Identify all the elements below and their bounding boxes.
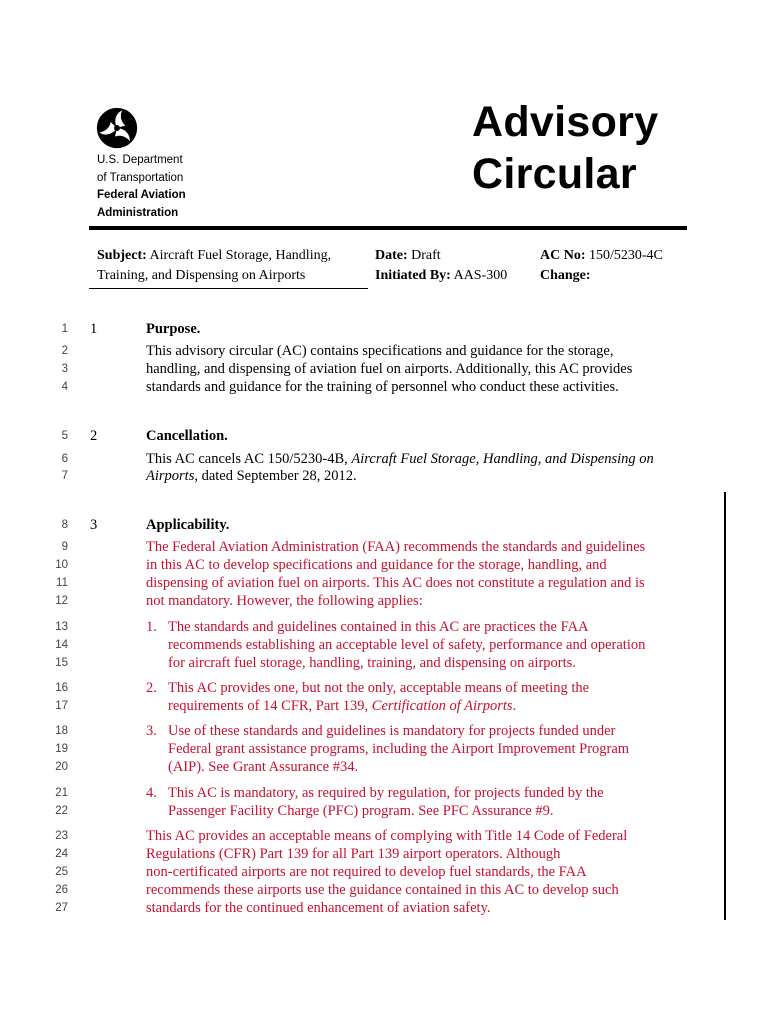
line-number: 6 [61, 453, 68, 465]
line-number: 14 [55, 639, 68, 651]
line-number: 20 [55, 761, 68, 773]
line-number: 27 [55, 902, 68, 914]
line-number: 25 [55, 866, 68, 878]
closing-line: non-certificated airports are not required to develop fuel standards, the FAA [146, 864, 587, 880]
line-number: 13 [55, 621, 68, 633]
dept-line-2: of Transportation [97, 171, 184, 184]
line-number: 16 [55, 682, 68, 694]
revision-change-bar [724, 492, 726, 920]
dept-line-1: U.S. Department [97, 154, 183, 166]
applicability-intro-line: The Federal Aviation Administration (FAA) recommends the standards and guidelines [146, 539, 646, 555]
applicability-intro-line: dispensing of aviation fuel on airports. This AC does not constitute a regulation and is [146, 575, 645, 591]
line-number: 3 [61, 363, 68, 375]
cancellation-line [146, 450, 654, 468]
document-title [472, 96, 658, 200]
section-number: 2 [90, 428, 98, 444]
section-heading-applicability: Applicability. [146, 517, 230, 533]
ac-no-label: AC No: [540, 248, 586, 263]
section-heading-purpose: Purpose. [146, 321, 201, 337]
applicability-intro-line: in this AC to develop specifications and guidance for the storage, handling, and [146, 557, 607, 573]
purpose-line: standards and guidance for the training of personnel who conduct these activities. [146, 379, 619, 395]
list-item-line: This AC is mandatory, as required by regulation, for projects funded by the [168, 785, 604, 801]
list-item-period: . [512, 698, 517, 714]
list-item-number: 4. [146, 785, 157, 801]
list-item-line: Passenger Facility Charge (PFC) program. See PFC Assurance #9. [168, 803, 554, 819]
department-name [97, 152, 186, 222]
cancelled-ac-title-cont: Airports [146, 468, 195, 484]
list-item-text: requirements of 14 CFR, Part 139, [168, 698, 372, 714]
subject-line-2: Training, and Dispensing on Airports [97, 268, 306, 283]
line-number: 7 [61, 470, 68, 482]
line-number: 26 [55, 884, 68, 896]
list-item-line: recommends establishing an acceptable level of safety, performance and operation [168, 637, 646, 653]
applicability-intro-line: not mandatory. However, the following applies: [146, 593, 423, 609]
ac-number-block [540, 246, 663, 286]
cancellation-date: , dated September 28, 2012. [194, 468, 357, 484]
initiated-label: Initiated By: [375, 268, 451, 283]
line-number: 24 [55, 848, 68, 860]
closing-line: Regulations (CFR) Part 139 for all Part 139 airport operators. Although [146, 846, 561, 862]
line-number: 17 [55, 700, 68, 712]
ac-no-value: 150/5230-4C [589, 248, 663, 263]
line-number: 8 [61, 519, 68, 531]
closing-line: recommends these airports use the guidance contained in this AC to develop such [146, 882, 619, 898]
initiated-value: AAS-300 [453, 268, 508, 283]
section-number: 1 [90, 321, 98, 337]
line-number: 9 [61, 541, 68, 553]
purpose-line: This advisory circular (AC) contains specifications and guidance for the storage, [146, 343, 614, 359]
section-number: 3 [90, 517, 98, 533]
header-rule [89, 226, 687, 230]
cancellation-line [146, 467, 357, 485]
date-value: Draft [411, 248, 441, 263]
cancelled-ac-title: Aircraft Fuel Storage, Handling, and Dispensing on [351, 451, 654, 467]
dot-logo-icon [96, 107, 138, 149]
line-number: 15 [55, 657, 68, 669]
list-item-number: 3. [146, 723, 157, 739]
closing-line: standards for the continued enhancement of aviation safety. [146, 900, 491, 916]
list-item-line: The standards and guidelines contained in this AC are practices the FAA [168, 619, 589, 635]
line-number: 5 [61, 430, 68, 442]
list-item-line: Use of these standards and guidelines is mandatory for projects funded under [168, 723, 616, 739]
list-item-number: 1. [146, 619, 157, 635]
line-number: 18 [55, 725, 68, 737]
subject-rule [89, 288, 368, 289]
line-number: 1 [61, 323, 68, 335]
change-label: Change: [540, 268, 591, 283]
purpose-line: handling, and dispensing of aviation fuel on airports. Additionally, this AC provides [146, 361, 633, 377]
list-item-line [168, 697, 516, 715]
list-item-number: 2. [146, 680, 157, 696]
line-number: 11 [56, 577, 68, 589]
list-item-line: This AC provides one, but not the only, acceptable means of meeting the [168, 680, 590, 696]
line-number: 10 [55, 559, 68, 571]
subject-block [97, 246, 331, 286]
line-number: 23 [55, 830, 68, 842]
closing-line: This AC provides an acceptable means of complying with Title 14 Code of Federal [146, 828, 628, 844]
list-item-line: (AIP). See Grant Assurance #34. [168, 759, 359, 775]
date-label: Date: [375, 248, 408, 263]
line-number: 2 [61, 345, 68, 357]
list-item-line: Federal grant assistance programs, including the Airport Improvement Program [168, 741, 630, 757]
line-number: 22 [55, 805, 68, 817]
subject-label: Subject: [97, 248, 147, 263]
line-number: 4 [61, 381, 68, 393]
section-heading-cancellation: Cancellation. [146, 428, 228, 444]
title-line-2: Circular [472, 150, 637, 198]
line-number: 21 [55, 787, 68, 799]
line-number: 19 [55, 743, 68, 755]
list-item-line: for aircraft fuel storage, handling, training, and dispensing on airports. [168, 655, 576, 671]
subject-line-1: Aircraft Fuel Storage, Handling, [149, 248, 332, 263]
regulation-title: Certification of Airports [371, 698, 513, 714]
title-line-1: Advisory [472, 98, 659, 146]
dept-line-4: Administration [97, 206, 179, 219]
line-number: 12 [55, 595, 68, 607]
cancellation-text: This AC cancels AC 150/5230-4B, [146, 451, 352, 467]
date-block [375, 246, 507, 286]
dept-line-3: Federal Aviation [97, 189, 186, 201]
